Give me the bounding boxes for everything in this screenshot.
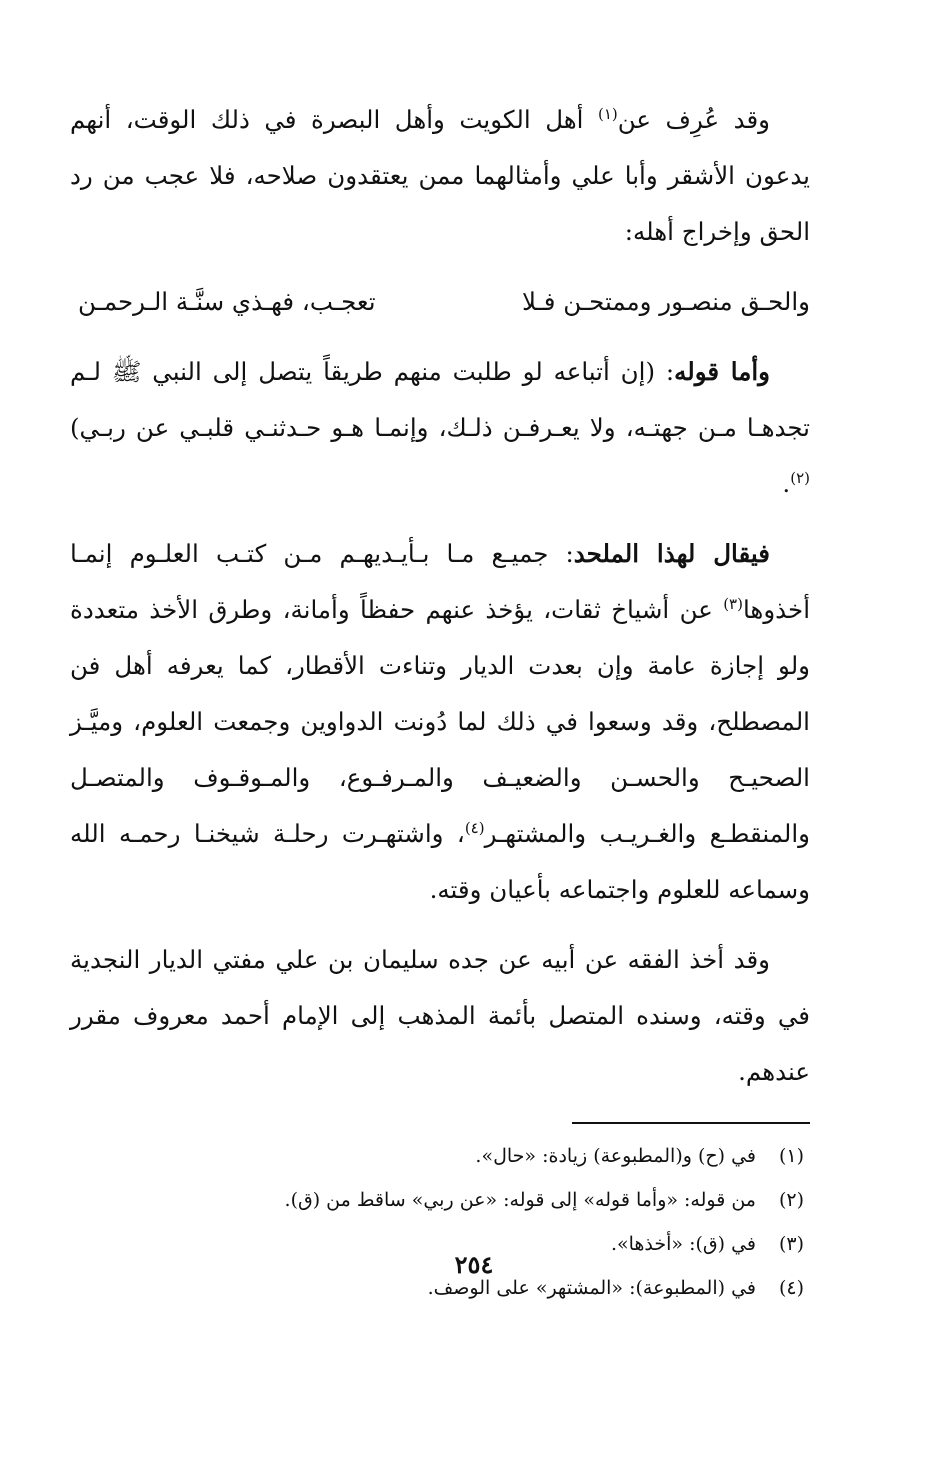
paragraph-2-text: : (إن أتباعه لو طلبت منهم طريقاً يتصل إلى النبي ﷺ لـم تجدهـا مـن جهتـه، ولا يعـرفـن ذلـك، وإنمـا هـو حـدثنـي قلبـي عن ربـي) xyxy=(70,357,810,442)
footnote-number: (٢) xyxy=(778,1189,804,1211)
poetry-verse xyxy=(70,274,810,330)
footnote-separator xyxy=(572,1122,810,1124)
footnote-text: في (ح) و(المطبوعة) زيادة: «حال». xyxy=(475,1145,756,1167)
paragraph-3-lead: فيقال لهذا الملحد xyxy=(573,539,770,568)
paragraph-4 xyxy=(70,932,810,1100)
footnote-item xyxy=(70,1178,810,1222)
footnote-number: (٤) xyxy=(778,1277,804,1299)
paragraph-1-start: وقد عُرِف عن xyxy=(617,105,770,134)
paragraph-3 xyxy=(70,526,810,918)
verse-second-hemistich: تعجـب، فهـذي سنَّـة الـرحمـن xyxy=(78,287,376,316)
paragraph-1-text: أهل الكويت وأهل البصرة في ذلك الوقت، أنهم يدعون الأشقر وأبا علي وأمثالهما ممن يعتقدون صلاحه، فلا عجب من رد الحق وإخراج أهله: xyxy=(70,105,810,246)
paragraph-3-text-c: ، واشتهـرت رحلـة شيخنـا رحمـه الله وسماعه للعلوم واجتماعه بأعيان وقته. xyxy=(70,819,810,904)
paragraph-2-lead: وأما قوله xyxy=(674,357,770,386)
paragraph-3-text-b: عن أشياخ ثقات، يؤخذ عنهم حفظاً وأمانة، وطرق الأخذ متعددة ولو إجازة عامة وإن بعدت الديار وتناءت الأقطار، كما يعرفه أهل فن المصطلح، وقد وسعوا في ذلك لما دُونت الدواوين وجمعت العلوم، وميَّـز الصحيـح والحسـن والضعيـف والمـرفـوع، والمـوقـوف والمتصـل والمنقطـع والغـريـب والمشتهـر xyxy=(70,595,810,848)
footnote-text: في (ق): «أخذها». xyxy=(610,1233,756,1255)
footnote-number: (٣) xyxy=(778,1233,804,1255)
paragraph-2-end: . xyxy=(782,469,791,498)
footnote-ref-3: (٣) xyxy=(723,594,743,613)
paragraph-2 xyxy=(70,344,810,512)
verse-first-hemistich: والحـق منصـور وممتحـن فـلا xyxy=(522,287,810,316)
paragraph-1 xyxy=(70,92,810,260)
page-number: ٢٥٤ xyxy=(454,1250,494,1279)
paragraph-4-text: وقد أخذ الفقه عن أبيه عن جده سليمان بن علي مفتي الديار النجدية في وقته، وسنده المتصل بأئمة المذهب إلى الإمام أحمد معروف مقرر عندهم. xyxy=(70,945,810,1086)
footnote-text: من قوله: «وأما قوله» إلى قوله: «عن ربي» ساقط من (ق). xyxy=(284,1189,756,1211)
footnote-ref-1: (١) xyxy=(598,104,618,123)
footnote-item xyxy=(70,1134,810,1178)
footnote-ref-4: (٤) xyxy=(464,818,485,837)
footnote-number: (١) xyxy=(778,1145,804,1167)
footnote-text: في (المطبوعة): «المشتهر» على الوصف. xyxy=(427,1277,756,1299)
paragraph-3-text-a: : جميـع مـا بـأيـديهـم مـن كتـب العلـوم إنمـا أخذوها xyxy=(70,539,810,624)
footnotes-list xyxy=(70,1134,810,1310)
page-body xyxy=(70,92,810,1310)
footnote-ref-2: (٢) xyxy=(790,468,810,487)
